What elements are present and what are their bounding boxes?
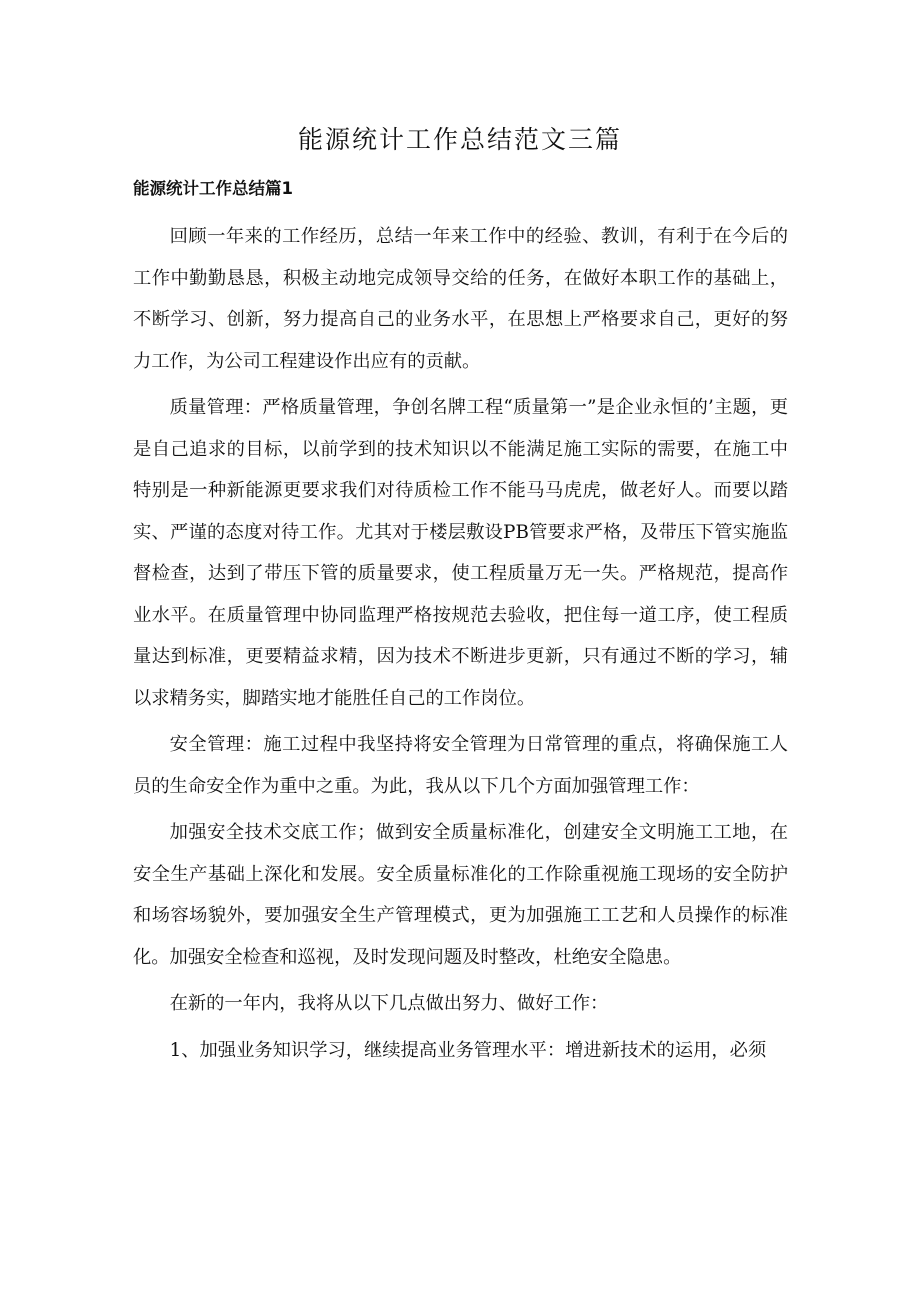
paragraph-quality-management: 质量管理：严格质量管理，争创名牌工程“质量第一”是企业永恒的’主题，更是自己追求的目标，以前学到的技术知识以不能满足施工实际的需要，在施工中特别是一种新能源更要求我们对待质检工作不能马马虎虎，做老好人。而要以踏实、严谨的态度对待工作。尤其对于楼层敷设PB管要求严格，及带压下管实施监督检查，达到了带压下管的质量要求，使工程质量万无一失。严格规范，提高作业水平。在质量管理中协同监理严格按规范去验收，把住每一道工序，使工程质量达到标准，更要精益求精，因为技术不断进步更新，只有通过不断的学习，辅以求精务实，脚踏实地才能胜任自己的工作岗位。	[133, 397, 788, 709]
document-body	[133, 216, 788, 1076]
paragraph-safety-management: 安全管理：施工过程中我坚持将安全管理为日常管理的重点，将确保施工人员的生命安全作为重中之重。为此，我从以下几个方面加强管理工作：	[133, 734, 788, 797]
section-heading: 能源统计工作总结篇1	[133, 179, 293, 198]
paragraph-intro: 回顾一年来的工作经历，总结一年来工作中的经验、教训，有利于在今后的工作中勤勤恳恳，积极主动地完成领导交给的任务，在做好本职工作的基础上，不断学习、创新，努力提高自己的业务水平，在思想上严格要求自己，更好的努力工作，为公司工程建设作出应有的贡献。	[133, 226, 788, 372]
paragraph-safety-measures: 加强安全技术交底工作；做到安全质量标准化，创建安全文明施工工地，在安全生产基础上深化和发展。安全质量标准化的工作除重视施工现场的安全防护和场容场貌外，要加强安全生产管理模式，更为加强施工工艺和人员操作的标准化。加强安全检查和巡视，及时发现问题及时整改，杜绝安全隐患。	[133, 822, 788, 968]
document-title: 能源统计工作总结范文三篇	[297, 125, 622, 154]
paragraph-new-year-plan: 在新的一年内，我将从以下几点做出努力、做好工作：	[169, 993, 609, 1014]
paragraph-plan-item-1: 1、加强业务知识学习，继续提高业务管理水平：增进新技术的运用，必须	[169, 1039, 767, 1061]
